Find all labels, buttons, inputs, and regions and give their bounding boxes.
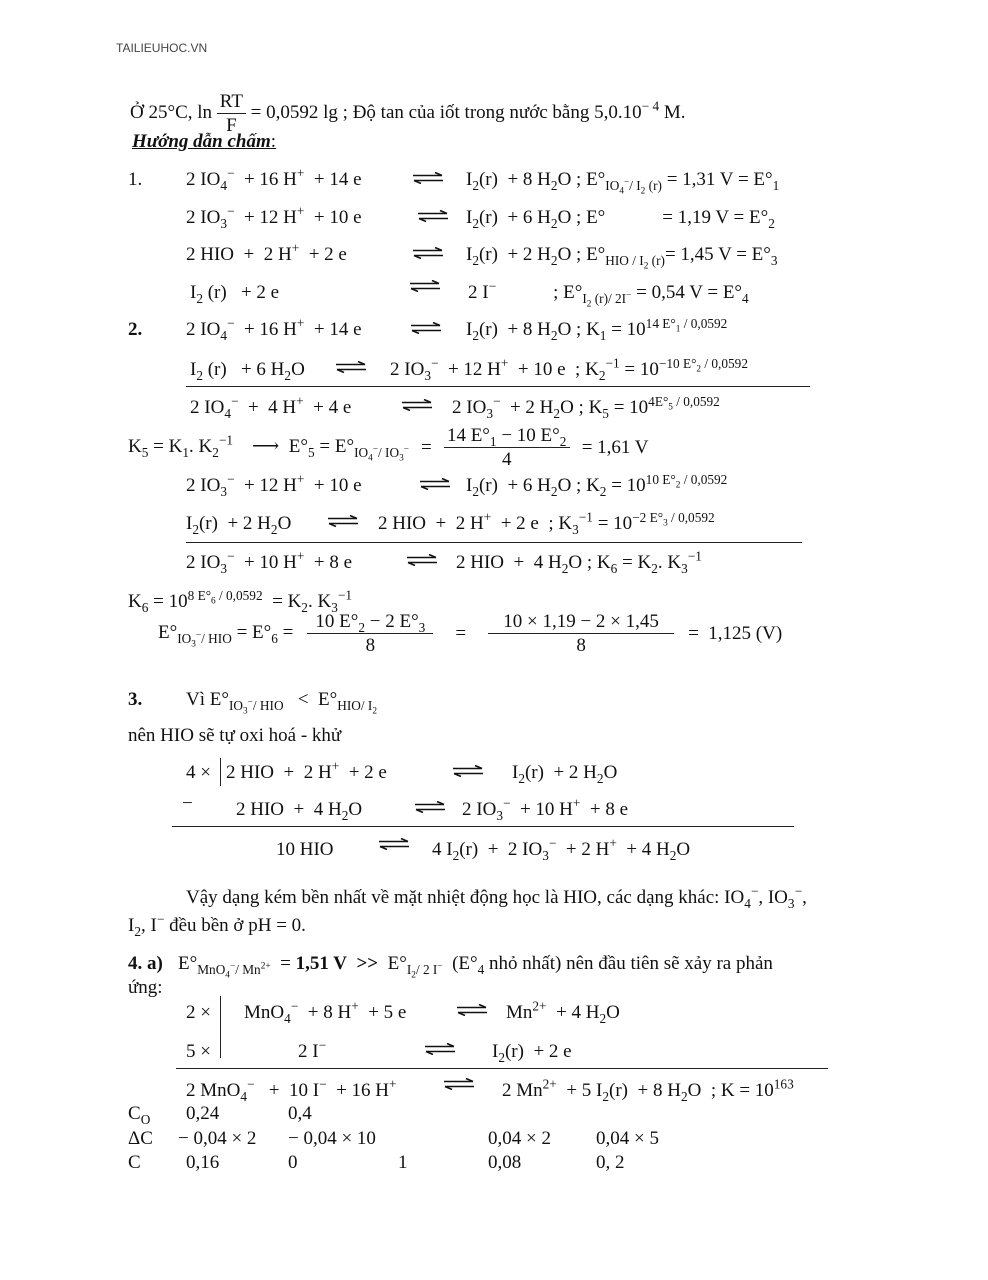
k5-relation [128, 426, 649, 469]
s2-r6-right: 2 HIO + 4 $H_2O$ ; $K_6 = K_2$. $K_3^{-1}$ [456, 548, 702, 576]
table-cell: 0,16 [186, 1152, 220, 1173]
s3-r3-right: 4 $I_2(r) + 2$ $IO_3^- + 2$ H+ + 4 $H_2O$ [432, 835, 691, 863]
table-cell: 0,04 × 5 [596, 1128, 659, 1149]
s1-l2-right: $I_2(r) + 6$ $H_2O$ ; E° = 1,19 $V = E^\circ_2$ [466, 207, 775, 231]
intro-suffix: = 0,0592 lg ; Độ tan của iốt trong nước bằng 5,0.10 [250, 101, 642, 123]
e6-den2: 8 [576, 635, 586, 656]
s2-r1-left: 2 $IO_4^- + 16$ H+ + 14 e [186, 315, 362, 343]
s4-r1-left: MnO$_4$− + 8 H+ + 5 e [244, 998, 407, 1026]
intro-exp: − 4 [641, 98, 660, 114]
rt-over-f [217, 92, 246, 135]
equilibrium-arrow-icon [456, 1004, 488, 1016]
s4-r2-right: $I_2(r) + 2$ e [492, 1041, 572, 1065]
s2-r5-right: 2 HIO + 2 H+ + 2 e ; $K_3^{-1} = 10^{-2 E^\circ_3 / 0,0592}$ [378, 509, 715, 537]
s2-r5-left: $I_2(r) + 2$ $H_2O$ [186, 513, 292, 537]
e6-fraction-numeric [488, 612, 674, 655]
k5-lhs: $K_5 = K_1$. $K_2^{-1}$ ⟶ $E^\circ_5 = E^\circ_{IO_4^-/ IO_3^-}$ [128, 432, 409, 464]
s1-l3-left: 2 HIO + 2 H+ + 2 e [186, 240, 347, 265]
table-cell: C [128, 1152, 141, 1173]
s3-r2-left: 2 HIO + 4 $H_2O$ [236, 799, 363, 823]
s3-r2-right: 2 $IO_3^- + 10$ H+ + 8 e [462, 795, 629, 823]
k5-fraction [444, 426, 570, 469]
bracket-bar [220, 758, 221, 786]
s3-condition: Vì $E^\circ_{IO_3^-/ HIO} < E^\circ_{HIO/ I_2}$ [186, 689, 377, 717]
s3-conclusion-2: $I_2$, I− đều bền ở pH = 0. [128, 911, 306, 939]
table-cell: 1 [398, 1152, 408, 1173]
table-cell: 0,04 × 2 [488, 1128, 551, 1149]
equilibrium-arrow-icon [412, 247, 444, 259]
s2-r3-left: 2 $IO_4^- + 4$ H+ + 4 e [190, 393, 352, 421]
s3-r3-left: 10 HIO [276, 839, 334, 860]
k5-num: 14 $E^\circ_1 - 10$ $E^\circ_2$ [444, 426, 570, 448]
bracket-bar [220, 996, 221, 1058]
table-cell: ΔC [128, 1128, 153, 1149]
frac-den: F [226, 115, 237, 136]
s4-r3-right: 2 $Mn^{2+} + 5$ $I_2(r) + 8$ $H_2O$ ; $K = 10^{163}$ [502, 1076, 794, 1104]
s1-l4-left: $I_2$ (r) + 2 e [190, 282, 280, 306]
sum-rule [176, 1068, 828, 1069]
equilibrium-arrow-icon [327, 515, 359, 527]
intro-prefix: Ở 25°C, ln [130, 101, 213, 123]
table-cell: 0,4 [288, 1103, 312, 1124]
k5-den: 4 [501, 449, 512, 470]
intro-unit: M. [659, 101, 686, 123]
table-cell: 0,08 [488, 1152, 522, 1173]
multiplier: 4 × [186, 762, 211, 783]
minus-sign: − [182, 793, 193, 814]
k5-value: = 1,61 V [581, 437, 649, 458]
heading-colon: : [270, 131, 277, 152]
equilibrium-arrow-icon [409, 280, 441, 292]
s4-r2-left: 2 I− [298, 1037, 327, 1062]
equilibrium-arrow-icon [414, 801, 446, 813]
s1-l2-left: 2 $IO_3^- + 12$ H+ + 10 e [186, 203, 362, 231]
s2-r4-right: $I_2(r) + 6$ $H_2O$ ; $K_2 = 10^{10 E^\circ_2 / 0,0592}$ [466, 471, 728, 499]
s1-number: 1. [128, 169, 143, 190]
s4-condition: $E^\circ_{MnO_4^-/ Mn^{2+}} = 1,51$ $V >> E^\circ_{I_2/ 2 I^-}$ ($E^\circ_4$ nhỏ nhất) nên đầu tiên sẽ xảy ra phản [178, 953, 773, 981]
s1-l1-right: $I_2(r) + 8$ $H_2O$ ; $E^\circ_{IO_4^-/ I_2 (r)} = 1,31$ $V = E^\circ_1$ [466, 169, 780, 197]
s1-l4-right: 2 I− ; $E^\circ_{I_2 (r)/ 2I^-} = 0,54$ $V = E^\circ_4$ [468, 278, 749, 310]
equilibrium-arrow-icon [412, 172, 444, 184]
table-cell: 0, 2 [596, 1152, 625, 1173]
s3-number: 3. [128, 689, 143, 710]
s3-conclusion-1: Vậy dạng kém bền nhất về mặt nhiệt động học là HIO, các dạng khác: $IO_4^-$, $IO_3^-$, [186, 883, 807, 911]
equilibrium-arrow-icon [335, 361, 367, 373]
e6-eq: = [455, 623, 467, 644]
sum-rule [186, 386, 810, 387]
k6-relation: $K_6 = 10^{8 E^\circ_6 / 0,0592} = K_2$. $K_3^{-1}$ [128, 587, 352, 615]
s4-number: 4. a) [128, 953, 163, 974]
sum-rule [186, 542, 802, 543]
e6-num2: 10 × 1,19 − 2 × 1,45 [488, 612, 674, 634]
table-cell: − 0,04 × 10 [288, 1128, 376, 1149]
s2-r6-left: 2 $IO_3^- + 10$ H+ + 8 e [186, 548, 353, 576]
intro-line [130, 92, 686, 135]
equilibrium-arrow-icon [378, 838, 410, 850]
equilibrium-arrow-icon [401, 399, 433, 411]
s1-l3-right: $I_2(r) + 2$ $H_2O$ ; $E^\circ_{HIO / I_2 (r)}= 1,45$ $V = E^\circ_3$ [466, 244, 778, 272]
s2-r2-right: 2 $IO_3^- + 12$ H+ + 10 e ; $K_2^{-1} = 10^{-10 E^\circ_2 / 0,0592}$ [390, 355, 748, 383]
s2-r4-left: 2 $IO_3^- + 12$ H+ + 10 e [186, 471, 362, 499]
equilibrium-arrow-icon [452, 765, 484, 777]
multiplier: 2 × [186, 1002, 211, 1023]
s4-condition-2: ứng: [128, 977, 163, 998]
s3-r1-left: 2 HIO + 2 H+ + 2 e [226, 758, 387, 783]
equilibrium-arrow-icon [419, 478, 451, 490]
frac-num: RT [217, 92, 246, 114]
sum-rule [172, 826, 794, 827]
equilibrium-arrow-icon [443, 1078, 475, 1090]
s2-number: 2. [128, 319, 143, 340]
equilibrium-arrow-icon [410, 322, 442, 334]
e6-den1: 8 [365, 635, 376, 656]
equilibrium-arrow-icon [406, 554, 438, 566]
equilibrium-arrow-icon [417, 210, 449, 222]
s3-text: nên HIO sẽ tự oxi hoá - khử [128, 725, 342, 746]
s1-l1-left: 2 $IO_4^- + 16$ H+ + 14 e [186, 165, 362, 193]
multiplier: 5 × [186, 1041, 211, 1062]
k5-eq: = [420, 437, 432, 458]
equilibrium-arrow-icon [424, 1043, 456, 1055]
s4-r1-right: $Mn^{2+} + 4$ $H_2O$ [506, 998, 620, 1026]
heading-text: Hướng dẫn chấm [132, 131, 271, 152]
table-cell: 0,24 [186, 1103, 220, 1124]
e6-lhs: $E^\circ_{IO_3^-/ HIO} = E^\circ_6$ = [158, 621, 294, 650]
s3-r1-right: $I_2(r) + 2$ $H_2O$ [512, 762, 618, 786]
table-cell: $C_O$ [128, 1103, 151, 1127]
s2-r1-right: $I_2(r) + 8$ $H_2O$ ; $K_1 = 10^{14 E^\circ_1 / 0,0592}$ [466, 315, 728, 343]
e6-value: = 1,125 (V) [688, 623, 783, 644]
e6-fraction-symbolic [307, 612, 433, 655]
e6-num1: 10 $E^\circ_2 - 2$ $E^\circ_3$ [307, 612, 433, 634]
s4-r3-left: 2 MnO$_4$− + 10 I− + 16 H+ [186, 1076, 397, 1104]
table-cell: − 0,04 × 2 [178, 1128, 257, 1149]
heading [132, 132, 276, 151]
e6-relation [158, 612, 782, 655]
site-name: TAILIEUHOC.VN [116, 41, 208, 55]
table-cell: 0 [288, 1152, 298, 1173]
s2-r2-left: $I_2$ (r) + 6 $H_2O$ [190, 359, 305, 383]
s2-r3-right: 2 $IO_3^- + 2$ $H_2O$ ; $K_5 = 10^{4E^\circ_5 / 0,0592}$ [452, 393, 720, 421]
